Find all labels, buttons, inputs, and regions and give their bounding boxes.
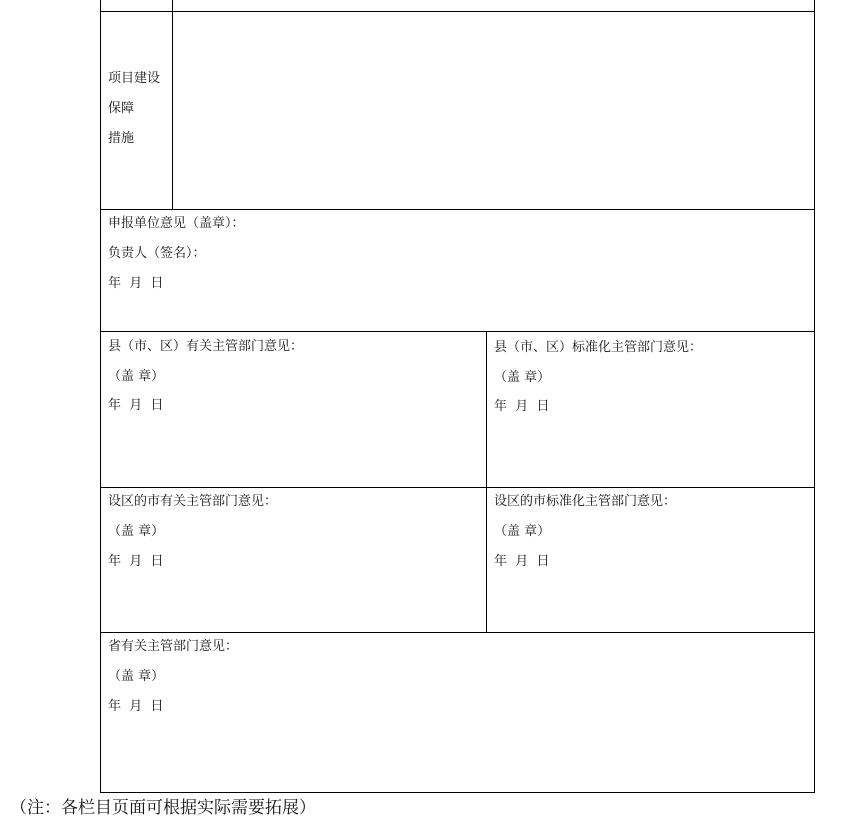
county-dept-seal: （盖 章） bbox=[108, 369, 165, 384]
middle-column-divider bbox=[486, 331, 487, 632]
measures-label-line-2: 保障 bbox=[108, 101, 135, 116]
city-dept-date: 年 月 日 bbox=[108, 554, 164, 569]
measures-content-field[interactable] bbox=[174, 13, 812, 208]
row-divider-top bbox=[100, 11, 815, 12]
province-dept-opinion-title: 省有关主管部门意见： bbox=[108, 639, 239, 654]
applicant-signature-label: 负责人（签名）： bbox=[108, 246, 206, 261]
county-std-seal: （盖 章） bbox=[494, 370, 551, 385]
city-dept-opinion-title: 设区的市有关主管部门意见： bbox=[108, 494, 278, 509]
measures-label-line-1: 项目建设 bbox=[108, 71, 161, 86]
city-dept-seal: （盖 章） bbox=[108, 524, 165, 539]
row-divider-city-bottom bbox=[100, 632, 815, 633]
applicant-date: 年 月 日 bbox=[108, 276, 164, 291]
county-std-date: 年 月 日 bbox=[494, 399, 550, 414]
county-std-opinion-title: 县（市、区）标准化主管部门意见： bbox=[494, 340, 703, 355]
label-column-divider bbox=[172, 0, 173, 210]
table-border-bottom bbox=[100, 792, 815, 793]
province-dept-date: 年 月 日 bbox=[108, 699, 164, 714]
table-border-right bbox=[814, 0, 815, 793]
row-divider-applicant-bottom bbox=[100, 331, 815, 332]
applicant-opinion-label: 申报单位意见（盖章）： bbox=[108, 216, 245, 231]
county-dept-date: 年 月 日 bbox=[108, 398, 164, 413]
city-std-opinion-title: 设区的市标准化主管部门意见： bbox=[494, 494, 677, 509]
city-std-date: 年 月 日 bbox=[494, 554, 550, 569]
province-dept-seal: （盖 章） bbox=[108, 669, 165, 684]
measures-label-line-3: 措施 bbox=[108, 131, 135, 146]
county-dept-opinion-title: 县（市、区）有关主管部门意见： bbox=[108, 339, 304, 354]
table-border-left bbox=[100, 0, 101, 793]
city-std-seal: （盖 章） bbox=[494, 524, 551, 539]
footnote: （注：各栏目页面可根据实际需要拓展） bbox=[10, 798, 316, 818]
row-divider-county-bottom bbox=[100, 487, 815, 488]
